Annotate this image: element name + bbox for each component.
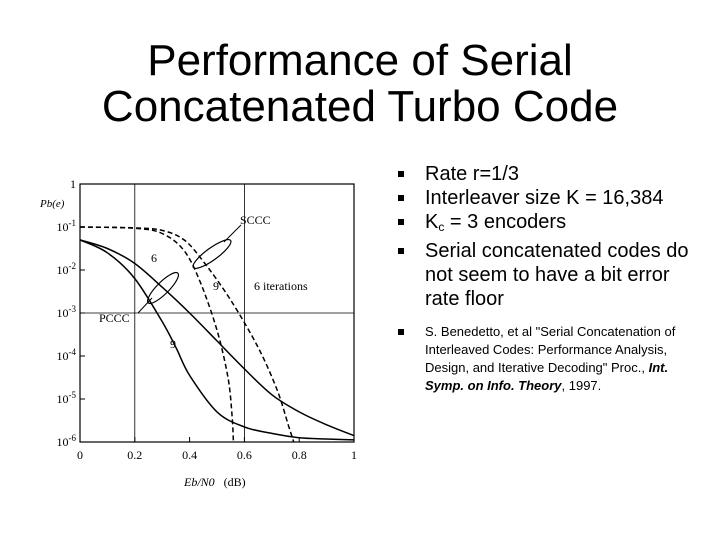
bullet-interleaver: Interleaver size K = 16,384 (396, 186, 706, 210)
pccc-9-label: 9 (170, 337, 176, 351)
annotation-marks (138, 225, 241, 313)
bullet-encoders: $K_c = 3$ encoders (396, 210, 706, 239)
sccc-9-label: 9 (213, 279, 219, 293)
title-line-1: Performance of Serial (147, 36, 573, 85)
xlabel-main: Eb/N0 (184, 475, 215, 489)
x-tick-label: 0 (77, 448, 83, 462)
bullet-square-icon (398, 248, 404, 254)
pccc-pointer-line (138, 298, 152, 313)
bullet-square-icon (398, 195, 404, 201)
bullet-rate: Rate r=1/3 (396, 162, 706, 186)
y-tick-label: $10^{-6}$ (56, 433, 76, 449)
bullet-square-icon (398, 171, 404, 177)
curve-group (80, 227, 354, 442)
ylabel: Pb(e) (40, 198, 65, 210)
sccc-pointer-line (224, 225, 241, 242)
sccc-ellipse (190, 236, 234, 273)
bullet-serial-codes: Serial concatenated codes do not seem to have a bit error rate floor (396, 239, 706, 311)
xlabel (183, 475, 246, 489)
x-tick-label: 0.8 (291, 448, 307, 462)
bullet-reference: S. Benedetto, et al "Serial Concatenation of Interleaved Codes: Performance Analysis, Design, and Iterative Decoding" Proc., Int. Symp. on Info. Theory, 1997. (396, 323, 706, 395)
y-tick-label: $10^{-1}$ (56, 218, 76, 234)
y-tick-label: $10^{-2}$ (56, 261, 76, 277)
x-tick-label: 0.6 (236, 448, 252, 462)
x-tick-label: 1 (351, 448, 357, 462)
xlabel-unit: (dB) (223, 475, 246, 489)
curve-sccc-6 (80, 227, 294, 442)
bullet-square-icon (398, 219, 404, 225)
bullet-square-icon (398, 329, 404, 335)
sccc-label: SCCC (240, 213, 271, 227)
title-line-2: Concatenated Turbo Code (101, 82, 619, 131)
iterations-label: 6 iterations (254, 279, 308, 293)
bullet-list (396, 162, 706, 395)
x-tick-label: 0.4 (182, 448, 198, 462)
pccc-label: PCCC (99, 311, 130, 325)
x-tick-label: 0.2 (127, 448, 143, 462)
y-tick-label: $10^{-5}$ (56, 390, 76, 406)
y-tick-label: 1 (70, 177, 76, 191)
y-tick-label: $10^{-3}$ (56, 304, 76, 320)
chart-text (39, 198, 308, 489)
ber-chart (34, 170, 364, 495)
slide-title (0, 38, 720, 130)
y-tick-label: $10^{-4}$ (56, 347, 76, 363)
curve-pccc-6 (80, 240, 354, 436)
sccc-6-label: 6 (151, 251, 157, 265)
